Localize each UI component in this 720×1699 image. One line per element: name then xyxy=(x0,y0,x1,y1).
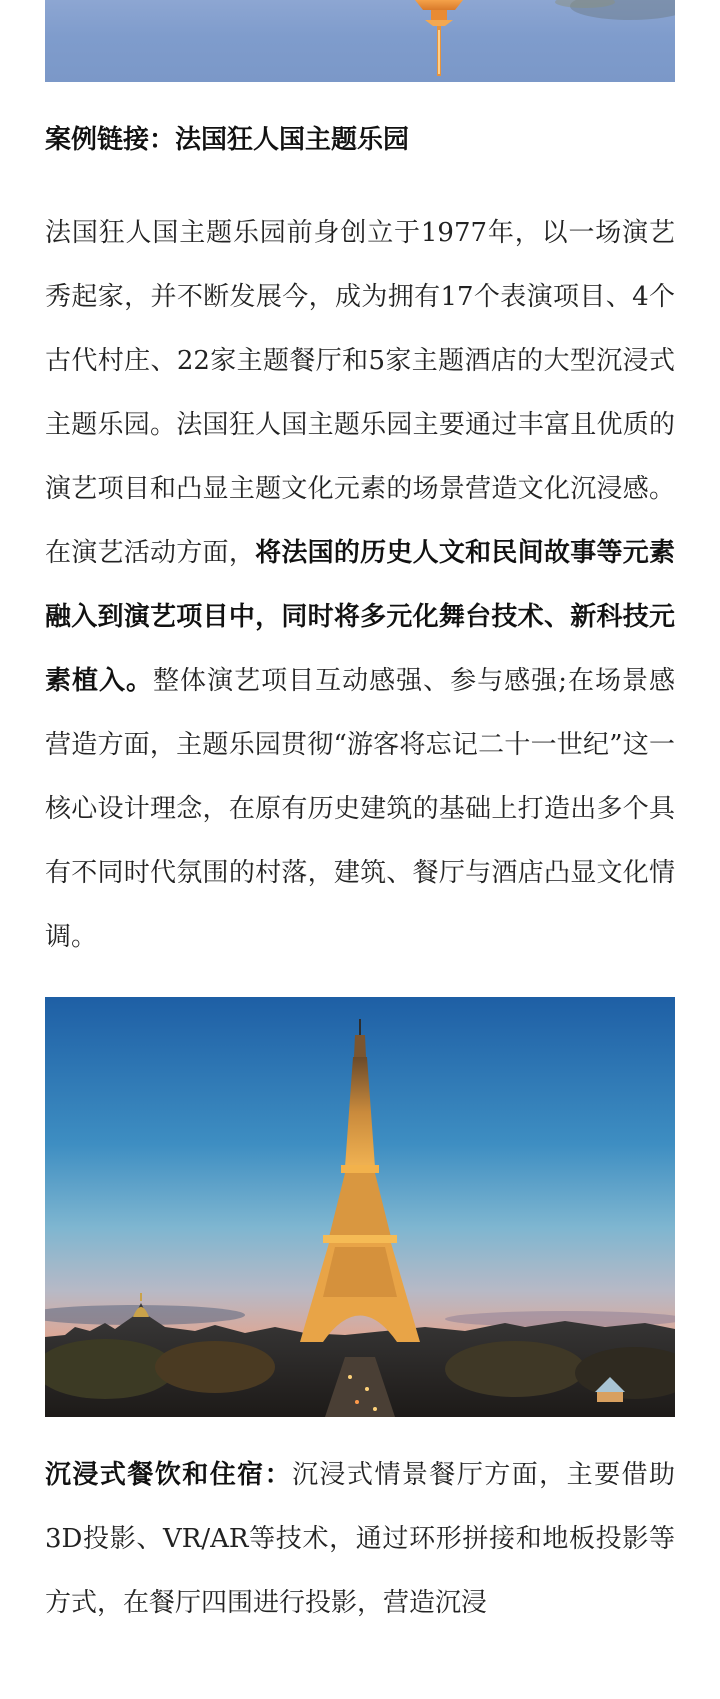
intro-text-part2: 整体演艺项目互动感强、参与感强;在场景感营造方面，主题乐园贯彻“游客将忘记二十一世纪”这一核心设计理念，在原有历史建筑的基础上打造出多个具有不同时代氛围的村落，建筑、餐厅与酒店凸显文化情调。 xyxy=(45,666,675,952)
article-body xyxy=(45,0,675,1635)
case-link-heading: 案例链接：法国狂人国主题乐园 xyxy=(45,125,410,155)
eiffel-tower-image xyxy=(45,997,675,1417)
dining-paragraph xyxy=(45,1443,675,1635)
pagoda-reflection-image xyxy=(45,0,675,82)
intro-text-part1: 法国狂人国主题乐园前身创立于1977年，以一场演艺秀起家，并不断发展今，成为拥有17个表演项目、4个古代村庄、22家主题餐厅和5家主题酒店的大型沉浸式主题乐园。法国狂人国主题乐园主要通过丰富且优质的演艺项目和凸显主题文化元素的场景营造文化沉浸感。在演艺活动方面， xyxy=(45,218,675,568)
dining-bold-label: 沉浸式餐饮和住宿： xyxy=(45,1460,293,1490)
dining-text: 沉浸式情景餐厅方面，主要借助3D投影、VR/AR等技术，通过环形拼接和地板投影等方式，在餐厅四围进行投影，营造沉浸 xyxy=(45,1460,675,1618)
intro-bold-text: 将法国的历史人文和民间故事等元素融入到演艺项目中，同时将多元化舞台技术、新科技元素植入。 xyxy=(45,538,675,696)
intro-paragraph xyxy=(45,201,675,969)
